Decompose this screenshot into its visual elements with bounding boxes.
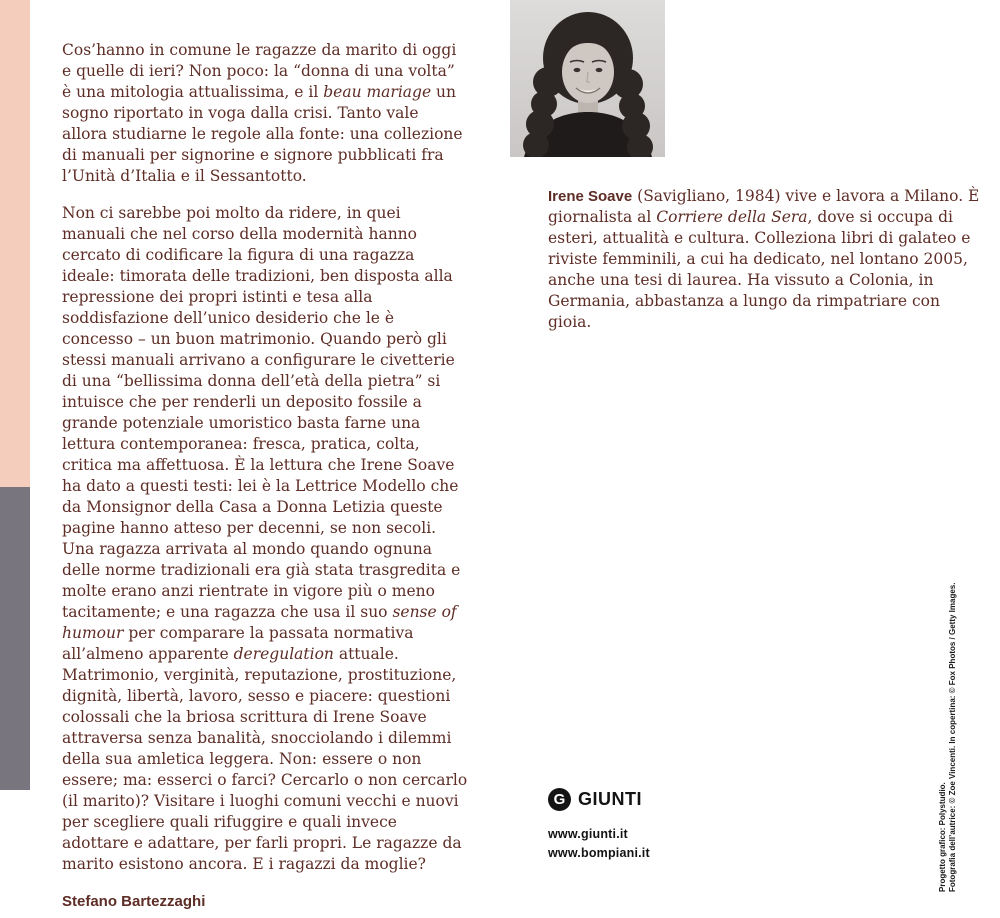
text-segment: (Savigliano, 1984) vive e lavora a Milano. È giornalista al — [548, 186, 980, 226]
publisher-websites — [548, 825, 650, 863]
credits-block — [938, 532, 958, 892]
text-segment: beau mariage — [323, 83, 432, 101]
publisher-website: www.bompiani.it — [548, 846, 650, 860]
text-segment: Cos’hanno in comune le ragazze da marito di oggi e quelle di ieri? Non poco: la “donna di una volta” è una mitologia attualissima, e il — [62, 41, 457, 101]
text-segment: attuale. Matrimonio, verginità, reputazione, prostituzione, dignità, libertà, lavoro, sesso e piacere: questioni colossali che la briosa scrittura di Irene Soave attraversa senza banalità, snocciolando i dilemmi della sua amletica leggera. Non: essere o non essere; ma: esserci o farci? Cercarlo o non cercarlo (il marito)? Visitare i luoghi comuni vecchi e nuovi per scegliere quali rifuggire e quali invece adottare e adattare, per farli propri. Le ragazze da marito esistono ancora. E i ragazzi da moglie? — [62, 645, 468, 873]
back-cover-paragraph — [62, 203, 468, 875]
text-segment: Corriere della Sera — [656, 207, 808, 226]
text-segment: un sogno riportato in voga dalla crisi. Tanto vale allora studiarne le regole alla fonte: una collezione di manuali per signorine e signore pubblicati fra l’Unità d’Italia e il Sessantotto. — [62, 83, 463, 185]
text-segment: per comparare la passata normativa all’almeno apparente — [62, 624, 414, 663]
text-segment: , dove si occupa di esteri, attualità e cultura. Colleziona libri di galateo e riviste femminili, a cui ha dedicato, nel lontano 2005, anche una tesi di laurea. Ha vissuto a Colonia, in Germania, abbastanza a lungo da rimpatriare con gioia. — [548, 207, 971, 331]
author-photo — [510, 0, 665, 157]
publisher-block — [548, 788, 650, 863]
photo-credit: Fotografia dell’autrice: © Zoe Vincenti. In copertina: © Fox Photos / Getty Images. — [948, 582, 957, 892]
back-cover-paragraphs — [62, 40, 468, 875]
text-segment: Irene Soave — [548, 187, 633, 205]
design-credit: Progetto grafico: Polystudio. — [938, 782, 947, 892]
spine-strip-pink — [0, 0, 30, 487]
text-segment: deregulation — [233, 645, 334, 663]
back-cover-text — [62, 40, 468, 912]
signature: Stefano Bartezzaghi — [62, 893, 206, 910]
author-portrait-illustration — [510, 0, 665, 157]
giunti-logo-icon: G — [548, 788, 571, 811]
text-segment: Non ci sarebbe poi molto da ridere, in quei manuali che nel corso della modernità hanno cercato di codificare la figura di una ragazza ideale: timorata delle tradizioni, ben disposta alla repressione dei propri istinti e tesa alla soddisfazione dell’unico desiderio che le è concesso – un buon matrimonio. Quando però gli stessi manuali arrivano a configurare le civetterie di una “bellissima donna dell’età della pietra” si intuisce che per renderli un deposito fossile a grande potenziale umoristico basta farne una lettura contemporanea: fresca, pratica, colta, critica ma affettuosa. È la lettura che Irene Soave ha dato a questi testi: lei è la Lettrice Modello che da Monsignor della Casa a Donna Letizia queste pagine hanno atteso per decenni, se non secoli. Una ragazza arrivata al mondo quando ognuna delle norme tradizionali era già stata trasgredita e molte erano anzi rientrate in vigore più o meno tacitamente; e una ragazza che usa il suo — [62, 204, 461, 621]
publisher-logo — [548, 788, 650, 811]
text-segment: sense of humour — [62, 603, 457, 642]
publisher-website: www.giunti.it — [548, 827, 628, 841]
back-cover-paragraph — [62, 40, 468, 187]
publisher-name: GIUNTI — [578, 789, 642, 809]
author-bio — [548, 186, 980, 333]
spine-strip-gray — [0, 487, 30, 790]
